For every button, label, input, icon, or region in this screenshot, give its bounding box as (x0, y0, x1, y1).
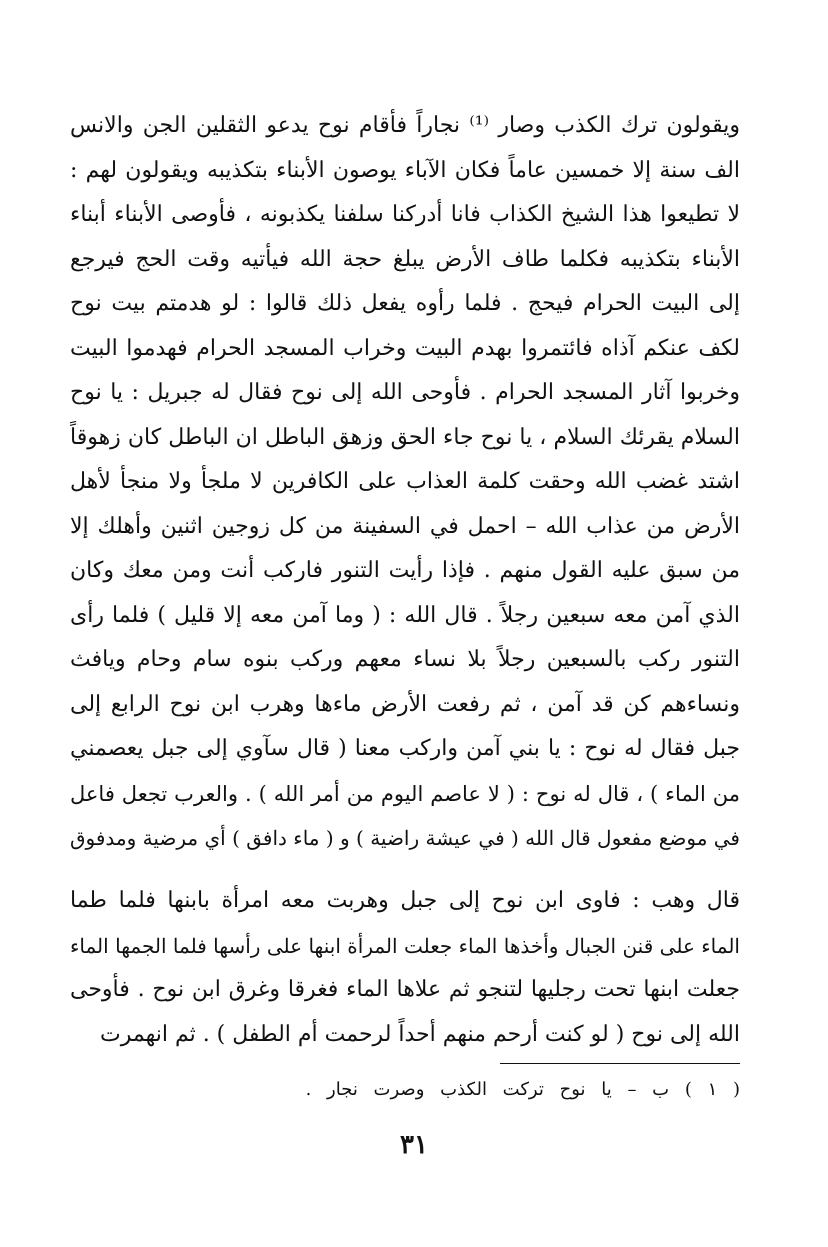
text-line: الأبناء بتكذيبه فكلما طاف الأرض يبلغ حجة الله فيأتيه وقت الحج فيرجع (70, 246, 740, 272)
text-line: ويقولون ترك الكذب وصار ⁽¹⁾ نجاراً فأقام نوح يدعو الثقلين الجن والانس (70, 113, 740, 138)
text-line: من الماء ) ، قال له نوح : ( لا عاصم اليوم من أمر الله ) . والعرب تجعل فاعل (70, 781, 740, 806)
text-line: في موضع مفعول قال الله ( في عيشة راضية ) و ( ماء دافق ) أي مرضية ومدفوق (70, 826, 740, 850)
footnote-divider (500, 1063, 740, 1064)
page-number: ٣١ (400, 1130, 428, 1160)
text-line: من سبق عليه القول منهم . فإذا رأيت التنور فاركب أنت ومن معك وكان (70, 558, 740, 583)
text-line: الف سنة إلا خمسين عاماً فكان الآباء يوصون الأبناء بتكذيبه ويقولون لهم : (70, 157, 740, 183)
footnote: ( ١ ) ب – يا نوح تركت الكذب وصرت نجار . (305, 1079, 740, 1100)
text-line: جعلت ابنها تحت رجليها لتنجو ثم علاها الماء فغرقا وغرق ابن نوح . فأوحى (70, 977, 740, 1002)
text-line: وخربوا آثار المسجد الحرام . فأوحى الله إلى نوح فقال له جبريل : يا نوح (70, 380, 740, 405)
text-line: ونساءهم كن قد آمن ، ثم رفعت الأرض ماءها وهرب ابن نوح الرابع إلى (70, 691, 740, 717)
text-line: إلى البيت الحرام فيحج . فلما رأوه يفعل ذلك قالوا : لو هدمتم بيت نوح (70, 291, 740, 316)
text-line: لا تطيعوا هذا الشيخ الكذاب فانا أدركنا سلفنا يكذبونه ، فأوصى الأبناء أبناء (70, 202, 740, 227)
paragraph-main (70, 104, 740, 861)
text-line: الذي آمن معه سبعين رجلاً . قال الله : ( وما آمن معه إلا قليل ) فلما رأى (70, 602, 740, 628)
text-line: الله إلى نوح ( لو كنت أرحم منهم أحداً لرحمت أم الطفل ) . ثم انهمرت (100, 1021, 740, 1047)
text-line: الماء على قنن الجبال وأخذها الماء جعلت المرأة ابنها على رأسها فلما الجمها الماء (70, 933, 740, 958)
text-line: الأرض من عذاب الله – احمل في السفينة من كل زوجين اثنين وأهلك إلا (70, 513, 740, 539)
text-line: قال وهب : فاوى ابن نوح إلى جبل وهربت معه امرأة بابنها فلما طما (70, 888, 740, 913)
paragraph-wahb (70, 879, 740, 1057)
text-line: اشتد غضب الله وحقت كلمة العذاب على الكافرين لا ملجأ ولا منجأ لأهل (70, 469, 740, 494)
text-line: السلام يقرئك السلام ، يا نوح جاء الحق وزهق الباطل ان الباطل كان زهوقاً (70, 424, 740, 450)
text-line: جبل فقال له نوح : يا بني آمن واركب معنا ( قال سآوي إلى جبل يعصمني (70, 736, 740, 761)
text-line: التنور ركب بالسبعين رجلاً بلا نساء معهم وركب بنوه سام وحام ويافث (70, 647, 740, 672)
text-line: لكف عنكم آذاه فائتمروا بهدم البيت وخراب المسجد الحرام فهدموا البيت (70, 335, 740, 361)
